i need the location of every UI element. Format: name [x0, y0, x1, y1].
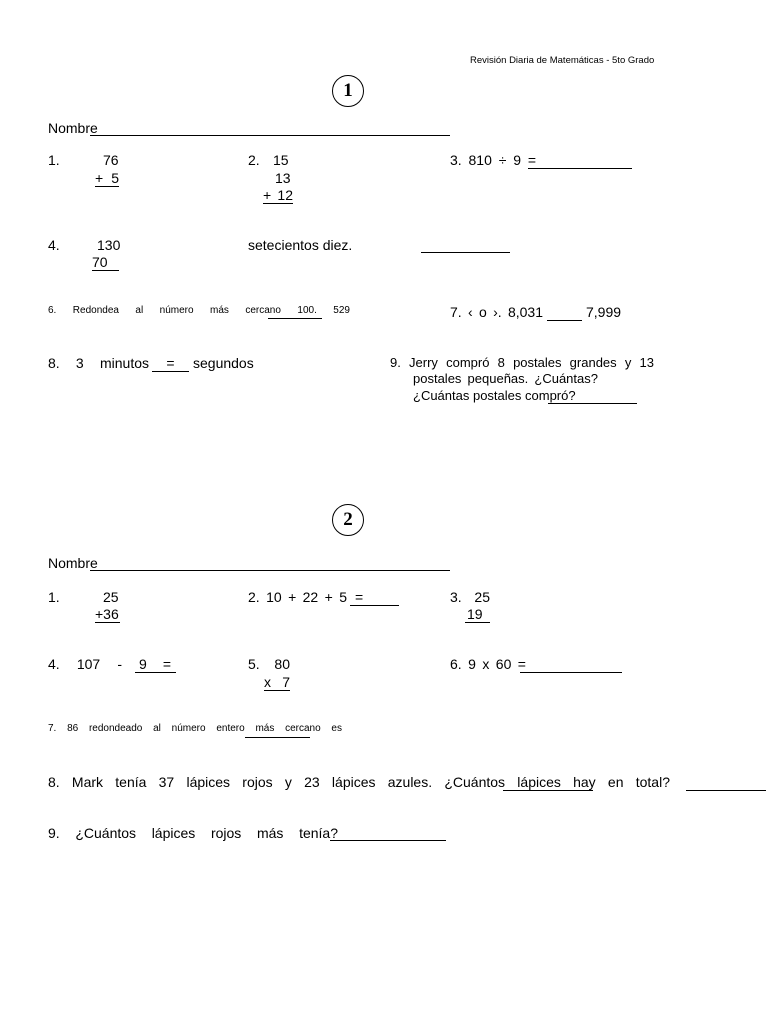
answer-line	[686, 790, 766, 791]
addend-third: + 12	[263, 187, 293, 203]
answer-line	[421, 252, 510, 253]
multiplication-top: 5. 80	[248, 656, 290, 672]
section-number-badge	[332, 504, 364, 536]
section-number: 2	[343, 509, 353, 530]
compare-problem: 7. ‹ o ›. 8,031	[450, 304, 543, 320]
answer-line	[528, 168, 632, 169]
problem-number: 4.	[48, 237, 60, 253]
name-line	[90, 135, 450, 136]
word-problem-line: postales pequeñas. ¿Cuántas?	[413, 371, 598, 386]
rounding-problem: 7. 86 redondeado al número entero más cercano es	[48, 723, 342, 734]
answer-line	[330, 840, 446, 841]
subtrahend: 70	[92, 254, 119, 271]
equals-blank: =	[152, 355, 189, 372]
addend-top: 76	[103, 152, 119, 168]
answer-line	[547, 320, 582, 321]
answer-line	[520, 672, 622, 673]
number-words: setecientos diez.	[248, 237, 353, 253]
compare-value: 7,999	[586, 304, 622, 320]
problem-number: 1.	[48, 152, 60, 168]
conversion-unit: segundos	[193, 355, 254, 371]
addend-top: 25	[103, 589, 119, 605]
problem-number: 2.	[248, 152, 260, 168]
addend-bottom: + 5	[95, 170, 119, 186]
word-problem-question: ¿Cuántas postales compró?	[413, 388, 576, 403]
multiplication-bottom: x 7	[264, 674, 290, 690]
name-label: Nombre	[48, 555, 98, 571]
addend-bottom: +36	[95, 606, 119, 622]
equals-blank: =	[350, 589, 399, 606]
addend-second: 13	[275, 170, 291, 186]
multiplication-problem: 6. 9 x 60 =	[450, 656, 526, 672]
subtraction-top: 3. 25	[450, 589, 490, 605]
subtraction-problem: 4. 107 -	[48, 656, 122, 672]
name-label: Nombre	[48, 120, 98, 136]
minuend: 130	[97, 237, 121, 253]
division-problem: 3. 810 ÷ 9 =	[450, 152, 536, 168]
answer-line	[245, 737, 310, 738]
rounding-problem: 6. Redondea al número más cercano 100. 529	[48, 305, 350, 316]
conversion-problem: 8. 3 minutos	[48, 355, 149, 371]
addition-problem: 2. 10 + 22 + 5	[248, 589, 347, 605]
answer-line	[268, 318, 322, 319]
section-number-badge	[332, 75, 364, 107]
word-problem: 8. Mark tenía 37 lápices rojos y 23 lápices azules. ¿Cuántos lápices hay en total?	[48, 774, 670, 790]
word-problem-line: 9. Jerry compró 8 postales grandes y 13	[390, 355, 654, 370]
addend-first: 15	[273, 152, 289, 168]
name-line	[90, 570, 450, 571]
section-number: 1	[343, 80, 353, 101]
underline-mark	[503, 790, 593, 791]
worksheet-title: Revisión Diaria de Matemáticas - 5to Grado	[470, 55, 655, 66]
problem-number: 1.	[48, 589, 60, 605]
answer-line	[548, 403, 637, 404]
subtrahend: 19	[465, 606, 490, 623]
subtraction-answer: 9 =	[135, 656, 176, 673]
word-problem: 9. ¿Cuántos lápices rojos más tenía?	[48, 825, 338, 841]
